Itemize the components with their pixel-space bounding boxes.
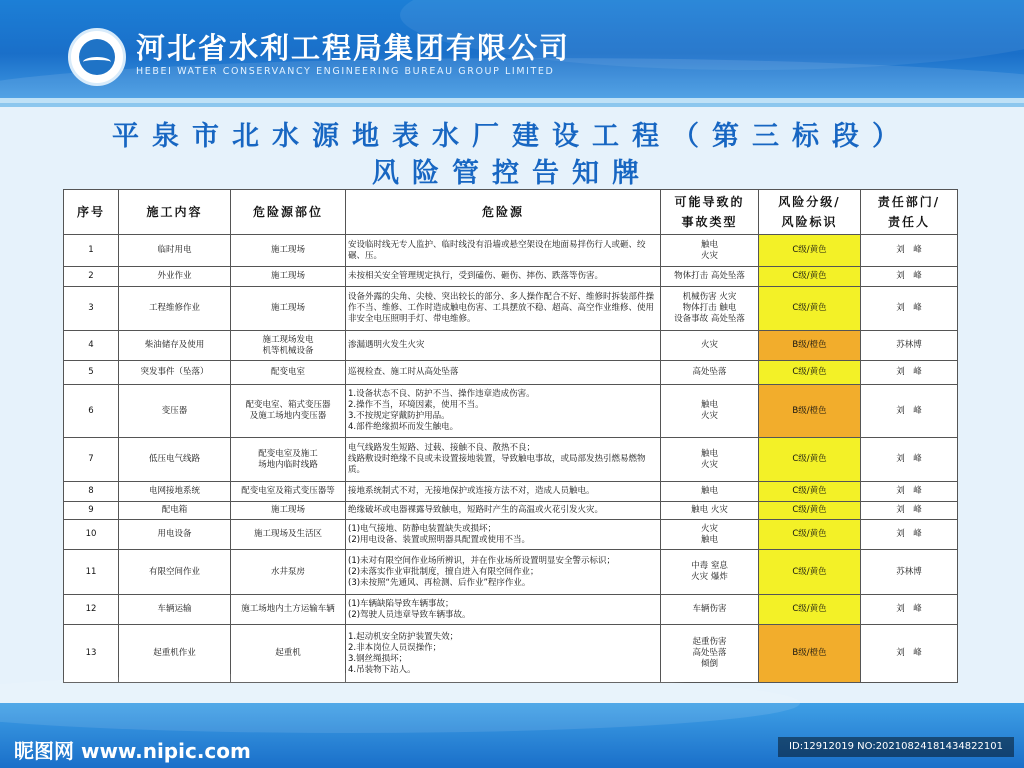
cell-accident: 高处坠落 xyxy=(661,361,759,385)
cell-accident: 中毒 窒息 火灾 爆炸 xyxy=(661,550,759,595)
cell-seq: 1 xyxy=(64,235,119,267)
cell-content: 外业作业 xyxy=(119,267,231,287)
cell-seq: 4 xyxy=(64,331,119,361)
table-row xyxy=(64,502,958,520)
cell-accident: 触电 xyxy=(661,482,759,502)
cell-hazard: 未按相关安全管理规定执行，受到磕伤、砸伤、摔伤、跌落等伤害。 xyxy=(346,267,661,287)
cell-resp: 苏林博 xyxy=(861,331,958,361)
cell-location: 起重机 xyxy=(231,625,346,683)
cell-resp: 苏林博 xyxy=(861,550,958,595)
table-row xyxy=(64,438,958,482)
cell-seq: 13 xyxy=(64,625,119,683)
cell-resp: 刘 峰 xyxy=(861,235,958,267)
table-row xyxy=(64,267,958,287)
cell-location: 施工现场及生活区 xyxy=(231,520,346,550)
cell-seq: 11 xyxy=(64,550,119,595)
cell-level: C级/黄色 xyxy=(759,482,861,502)
cell-hazard: (1)未对有限空间作业场所辨识，并在作业场所设置明显安全警示标识； (2)未落实作业审批制度，擅自进入有限空间作业； (3)未按照“先通风、再检测、后作业”程序作业。 xyxy=(346,550,661,595)
cell-location: 施工现场 xyxy=(231,267,346,287)
table-row xyxy=(64,520,958,550)
watermark-site: 昵图网 www.nipic.com xyxy=(14,739,251,763)
cell-accident: 触电 火灾 xyxy=(661,438,759,482)
cell-accident: 物体打击 高处坠落 xyxy=(661,267,759,287)
header-seq: 序号 xyxy=(64,190,119,235)
cell-seq: 8 xyxy=(64,482,119,502)
cell-level: C级/黄色 xyxy=(759,520,861,550)
cell-accident: 触电 火灾 xyxy=(661,385,759,438)
company-name-en: HEBEI WATER CONSERVANCY ENGINEERING BUREAU GROUP LIMITED xyxy=(136,66,555,77)
cell-level: C级/黄色 xyxy=(759,595,861,625)
cell-content: 用电设备 xyxy=(119,520,231,550)
cell-resp: 刘 峰 xyxy=(861,438,958,482)
header-stripe xyxy=(0,103,1024,107)
cell-resp: 刘 峰 xyxy=(861,267,958,287)
cell-level: C级/黄色 xyxy=(759,287,861,331)
logo-wave xyxy=(83,57,111,67)
cell-level: B级/橙色 xyxy=(759,385,861,438)
cell-seq: 12 xyxy=(64,595,119,625)
cell-resp: 刘 峰 xyxy=(861,361,958,385)
cell-seq: 6 xyxy=(64,385,119,438)
cell-content: 起重机作业 xyxy=(119,625,231,683)
header-level: 风险分级/ 风险标识 xyxy=(759,190,861,235)
cell-seq: 3 xyxy=(64,287,119,331)
table-row xyxy=(64,550,958,595)
header-resp: 责任部门/ 责任人 xyxy=(861,190,958,235)
cell-level: C级/黄色 xyxy=(759,235,861,267)
cell-hazard: 电气线路发生短路、过载、接触不良、散热不良； 线路敷设时绝缘不良或未设置接地装置，导致触电事故，或局部发热引燃易燃物质。 xyxy=(346,438,661,482)
cell-hazard: 渗漏遇明火发生火灾 xyxy=(346,331,661,361)
cell-location: 施工现场 xyxy=(231,502,346,520)
cell-level: C级/黄色 xyxy=(759,550,861,595)
cell-content: 突发事件（坠落） xyxy=(119,361,231,385)
cell-location: 施工现场 xyxy=(231,287,346,331)
table-row xyxy=(64,361,958,385)
cell-content: 工程维修作业 xyxy=(119,287,231,331)
header-location: 危险源部位 xyxy=(231,190,346,235)
cell-level: B级/橙色 xyxy=(759,625,861,683)
cell-resp: 刘 峰 xyxy=(861,520,958,550)
cell-resp: 刘 峰 xyxy=(861,482,958,502)
header-content: 施工内容 xyxy=(119,190,231,235)
cell-hazard: 1.设备状态不良、防护不当、操作违章造成伤害。 2.操作不当，环境因素，使用不当。 3.不按规定穿戴防护用品。 4.部件绝缘损坏而发生触电。 xyxy=(346,385,661,438)
cell-seq: 7 xyxy=(64,438,119,482)
cell-hazard: 绝缘破坏或电器裸露导致触电，短路时产生的高温或火花引发火灾。 xyxy=(346,502,661,520)
company-logo-icon xyxy=(68,28,126,86)
cell-content: 有限空间作业 xyxy=(119,550,231,595)
cell-content: 柴油储存及使用 xyxy=(119,331,231,361)
cell-content: 变压器 xyxy=(119,385,231,438)
cell-content: 配电箱 xyxy=(119,502,231,520)
cell-resp: 刘 峰 xyxy=(861,625,958,683)
cell-level: C级/黄色 xyxy=(759,438,861,482)
table-row xyxy=(64,385,958,438)
cell-location: 配变电室、箱式变压器 及施工场地内变压器 xyxy=(231,385,346,438)
cell-seq: 2 xyxy=(64,267,119,287)
cell-location: 施工现场 xyxy=(231,235,346,267)
cell-content: 电网接地系统 xyxy=(119,482,231,502)
cell-accident: 起重伤害 高处坠落 倾倒 xyxy=(661,625,759,683)
cell-resp: 刘 峰 xyxy=(861,287,958,331)
page-title: 平泉市北水源地表水厂建设工程（第三标段） xyxy=(112,121,912,152)
cell-hazard: 设备外露的尖角、尖棱、突出较长的部分、多人操作配合不好、维修时拆装部件操作不当、维修、工作时造成触电伤害、工具摆放不稳、超高、高空作业维修、使用非安全电压照明手灯、带电维修。 xyxy=(346,287,661,331)
table-header-row xyxy=(64,190,958,235)
cell-resp: 刘 峰 xyxy=(861,385,958,438)
cell-hazard: (1)电气接地、防静电装置缺失或损坏； (2)用电设备、装置或照明器具配置或使用不当。 xyxy=(346,520,661,550)
cell-accident: 触电 火灾 xyxy=(661,235,759,267)
table-row xyxy=(64,287,958,331)
cell-level: C级/黄色 xyxy=(759,502,861,520)
header-hazard: 危险源 xyxy=(346,190,661,235)
header-accident: 可能导致的 事故类型 xyxy=(661,190,759,235)
cell-resp: 刘 峰 xyxy=(861,595,958,625)
cell-location: 施工场地内土方运输车辆 xyxy=(231,595,346,625)
page-subtitle: 风险管控告知牌 xyxy=(372,158,652,189)
cell-hazard: 巡视检查、施工时从高处坠落 xyxy=(346,361,661,385)
cell-location: 配变电室及施工 场地内临时线路 xyxy=(231,438,346,482)
cell-accident: 机械伤害 火灾 物体打击 触电 设备事故 高处坠落 xyxy=(661,287,759,331)
cell-accident: 火灾 xyxy=(661,331,759,361)
cell-location: 配变电室及箱式变压器等 xyxy=(231,482,346,502)
cell-content: 低压电气线路 xyxy=(119,438,231,482)
cell-location: 施工现场发电 机等机械设备 xyxy=(231,331,346,361)
watermark-id: ID:12912019 NO:20210824181434822101 xyxy=(778,737,1014,757)
cell-hazard: 安设临时线无专人监护、临时线没有沿墙或悬空架设在地面易拌伤行人或砸、绞碾、压。 xyxy=(346,235,661,267)
cell-location: 水井泵房 xyxy=(231,550,346,595)
cell-hazard: 接地系统制式不对，无接地保护或连接方法不对，造成人员触电。 xyxy=(346,482,661,502)
cell-hazard: (1)车辆缺陷导致车辆事故； (2)驾驶人员违章导致车辆事故。 xyxy=(346,595,661,625)
cell-level: B级/橙色 xyxy=(759,331,861,361)
cell-resp: 刘 峰 xyxy=(861,502,958,520)
cell-location: 配变电室 xyxy=(231,361,346,385)
cell-content: 车辆运输 xyxy=(119,595,231,625)
cell-accident: 车辆伤害 xyxy=(661,595,759,625)
cell-accident: 火灾 触电 xyxy=(661,520,759,550)
cell-level: C级/黄色 xyxy=(759,361,861,385)
footer-wave-decoration xyxy=(0,673,800,733)
cell-seq: 5 xyxy=(64,361,119,385)
cell-seq: 10 xyxy=(64,520,119,550)
cell-hazard: 1.起动机安全防护装置失效； 2.非本岗位人员误操作； 3.钢丝绳损坏； 4.吊装物下站人。 xyxy=(346,625,661,683)
table-row xyxy=(64,595,958,625)
cell-accident: 触电 火灾 xyxy=(661,502,759,520)
company-name-cn: 河北省水利工程局集团有限公司 xyxy=(136,31,571,65)
table-row xyxy=(64,331,958,361)
risk-table xyxy=(63,189,958,683)
table-row xyxy=(64,235,958,267)
table-row xyxy=(64,482,958,502)
cell-level: C级/黄色 xyxy=(759,267,861,287)
cell-content: 临时用电 xyxy=(119,235,231,267)
cell-seq: 9 xyxy=(64,502,119,520)
